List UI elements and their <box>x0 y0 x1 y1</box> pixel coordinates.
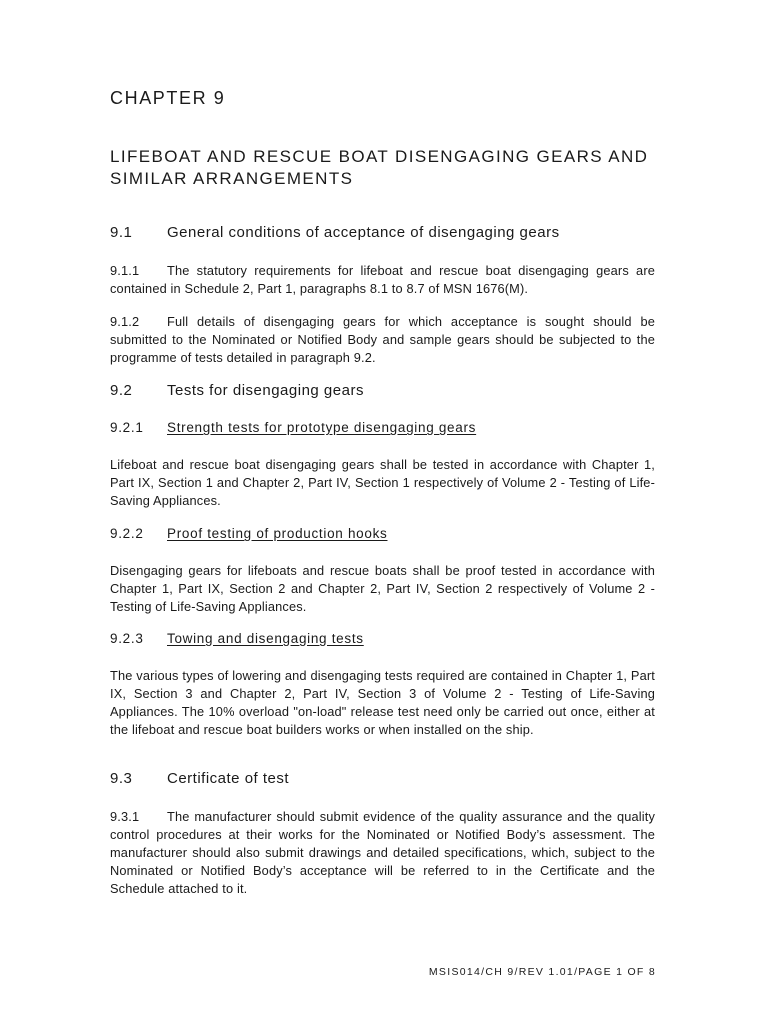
section-9-3-heading <box>110 770 655 787</box>
paragraph-9-1-2 <box>110 313 655 367</box>
section-number: 9.1 <box>110 224 133 241</box>
paragraph-9-1-1 <box>110 262 655 298</box>
paragraph-9-3-1 <box>110 808 655 898</box>
section-title: Tests for disengaging gears <box>167 382 364 399</box>
section-title: Strength tests for prototype disengaging gears <box>167 420 477 435</box>
chapter-heading: CHAPTER 9 <box>110 88 226 108</box>
section-number: 9.3 <box>110 770 133 787</box>
paragraph-text: Full details of disengaging gears for which acceptance is sought should be submitted to the Nominated or Notified Body and sample gears should be subjected to the programme of tests detailed in paragraph 9.2. <box>110 314 655 365</box>
paragraph-9-2-1: Lifeboat and rescue boat disengaging gears shall be tested in accordance with Chapter 1, Part IX, Section 1 and Chapter 2, Part IV, Section 1 respectively of Volume 2 - Testing of Life-Saving Appliances. <box>110 457 655 508</box>
paragraph-number: 9.3.1 <box>110 809 140 824</box>
page-footer: MSIS014/CH 9/REV 1.01/PAGE 1 OF 8 <box>428 966 656 978</box>
paragraph-9-2-2: Disengaging gears for lifeboats and rescue boats shall be proof tested in accordance with Chapter 1, Part IX, Section 2 and Chapter 2, Part IV, Section 2 respectively of Volume 2 - Testing of Life-Saving Appliances. <box>110 563 655 614</box>
paragraph-text: The statutory requirements for lifeboat and rescue boat disengaging gears are contained in Schedule 2, Part 1, paragraphs 8.1 to 8.7 of MSN 1676(M). <box>110 263 655 296</box>
section-title: General conditions of acceptance of disengaging gears <box>167 224 560 241</box>
section-title: Certificate of test <box>167 770 290 787</box>
section-number: 9.2.3 <box>110 631 144 646</box>
section-9-2-3-heading <box>110 631 655 646</box>
section-title: Proof testing of production hooks <box>167 526 388 541</box>
section-9-2-1-heading <box>110 420 655 435</box>
section-9-2-heading <box>110 382 655 399</box>
section-number: 9.2 <box>110 382 133 399</box>
section-number: 9.2.1 <box>110 420 144 435</box>
section-9-2-2-heading <box>110 526 655 541</box>
paragraph-number: 9.1.2 <box>110 314 140 329</box>
section-number: 9.2.2 <box>110 526 144 541</box>
chapter-title: LIFEBOAT AND RESCUE BOAT DISENGAGING GEARS AND SIMILAR ARRANGEMENTS <box>110 147 649 188</box>
section-title: Towing and disengaging tests <box>167 631 364 646</box>
paragraph-number: 9.1.1 <box>110 263 140 278</box>
section-9-1-heading <box>110 224 655 241</box>
paragraph-9-2-3: The various types of lowering and disengaging tests required are contained in Chapter 1, Part IX, Section 3 and Chapter 2, Part IV, Section 3 of Volume 2 - Testing of Life-Saving Appliances. The 10% overload "on-load" release test need only be carried out once, either at the lifeboat and rescue boat builders works or when installed on the ship. <box>110 668 655 737</box>
paragraph-text: The manufacturer should submit evidence of the quality assurance and the quality control procedures at their works for the Nominated or Notified Body’s assessment. The manufacturer should also submit drawings and detailed specifications, which, subject to the Nominated or Notified Body’s acceptance will be referred to in the Certificate and the Schedule attached to it. <box>110 809 655 896</box>
